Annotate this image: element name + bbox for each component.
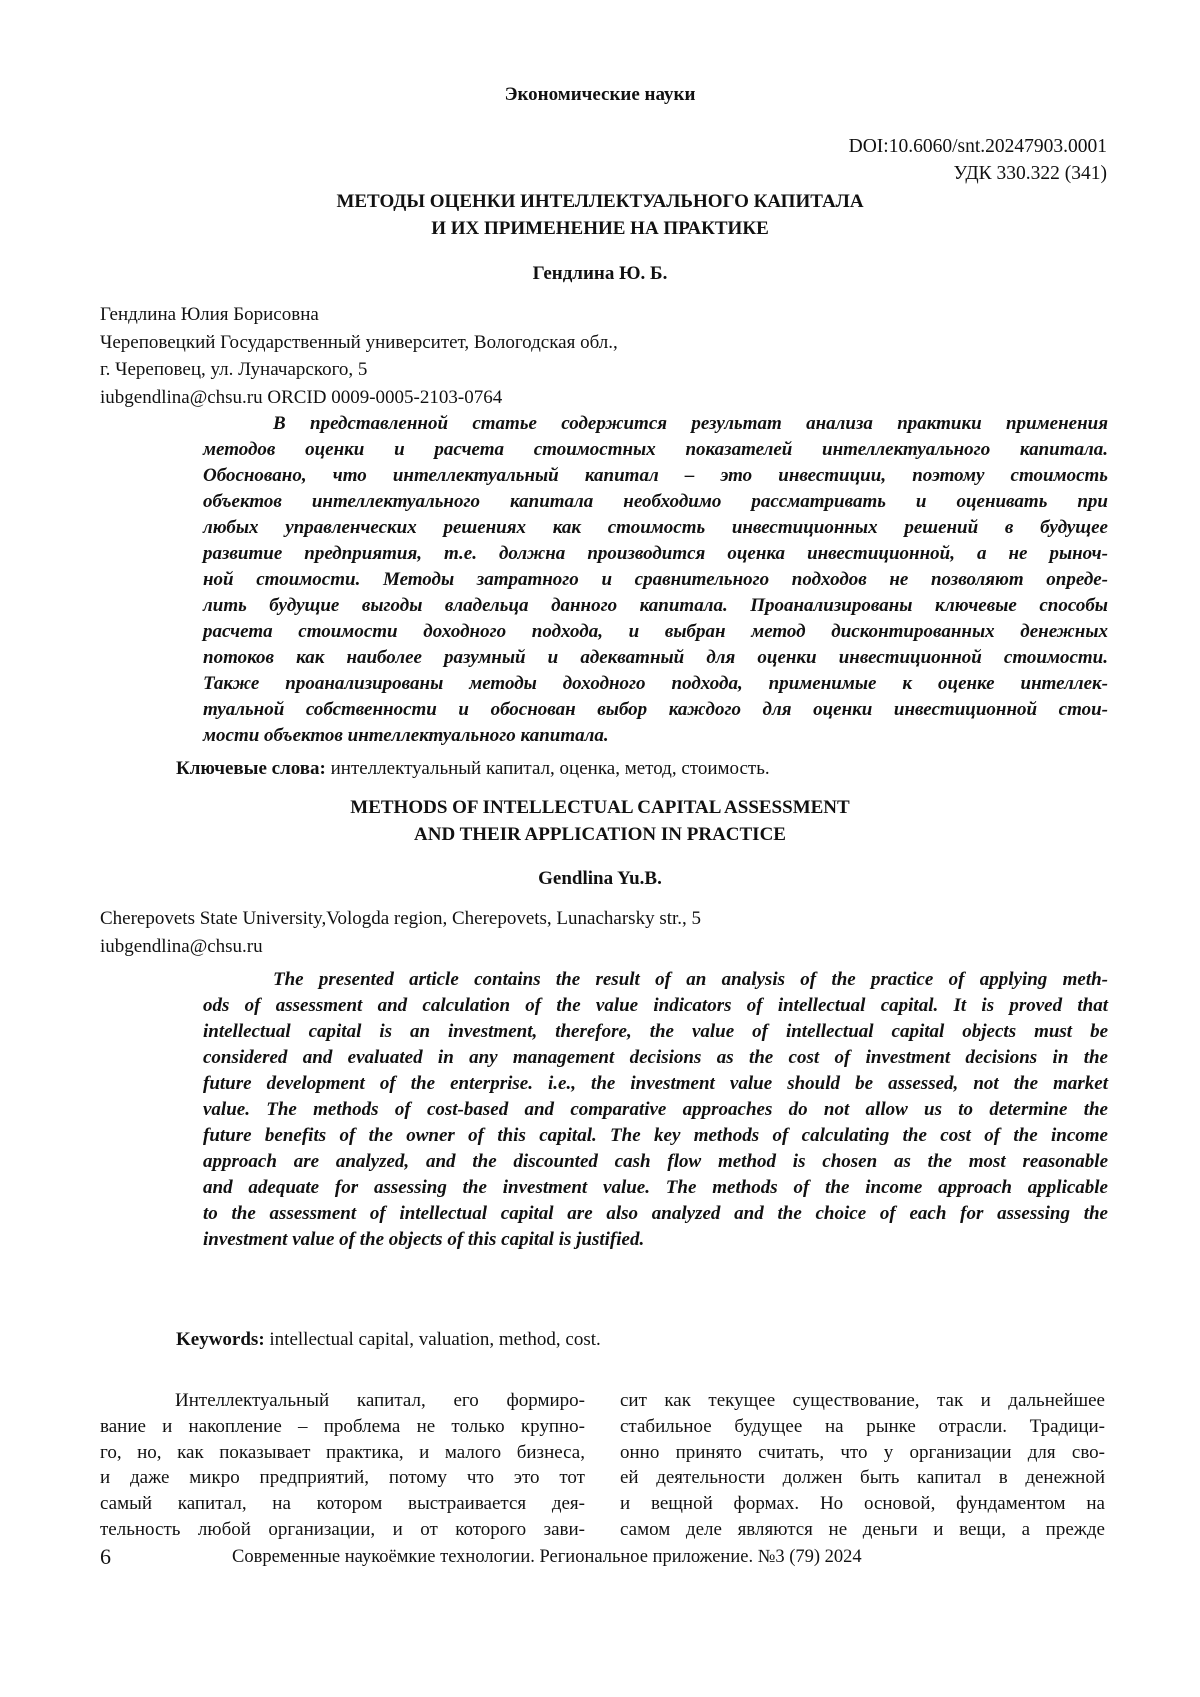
ru-abstract-line: В представленной статье содержится результат анализа практики применения — [273, 413, 1108, 434]
ru-affiliation — [100, 301, 618, 411]
body-column-right — [620, 1388, 1105, 1543]
en-abstract-line: ods of assessment and calculation of the value indicators of intellectual capital. It is proved that — [203, 995, 1108, 1016]
body-line: и вещной формах. Но основой, фундаментом на — [620, 1493, 1105, 1515]
body-line: го, но, как показывает практика, и малого бизнеса, — [100, 1441, 585, 1463]
doi: DOI:10.6060/snt.20247903.0001 — [848, 136, 1107, 157]
identifiers-block — [849, 133, 1107, 187]
ru-abstract-line: развитие предприятия, т.е. должна производится оценка инвестиционной, а не рыноч- — [203, 543, 1108, 564]
ru-keywords-label: Ключевые слова: — [176, 758, 326, 779]
en-affiliation-university: Cherepovets State University,Vologda region, Cherepovets, Lunacharsky str., 5 — [100, 908, 702, 929]
body-line: самом деле являются не деньги и вещи, а прежде — [620, 1518, 1105, 1540]
ru-title — [0, 188, 1200, 242]
body-line: самый капитал, на котором выстраивается дея- — [100, 1493, 585, 1515]
section-heading: Экономические науки — [504, 84, 696, 105]
ru-title-line-1: МЕТОДЫ ОЦЕНКИ ИНТЕЛЛЕКТУАЛЬНОГО КАПИТАЛА — [336, 191, 864, 212]
body-line: стабильное будущее на рынке отрасли. Традици- — [620, 1415, 1105, 1437]
ru-affiliation-university: Череповецкий Государственный университет, Вологодская обл., — [100, 331, 618, 353]
en-abstract-line: intellectual capital is an investment, therefore, the value of intellectual capital objects must be — [203, 1021, 1108, 1042]
en-abstract-line: to the assessment of intellectual capital are also analyzed and the choice of each for assessing the — [203, 1203, 1108, 1224]
ru-abstract-line: мости объектов интеллектуального капитала. — [203, 725, 609, 746]
ru-affiliation-address: г. Череповец, ул. Луначарского, 5 — [100, 359, 368, 380]
en-title — [0, 794, 1200, 848]
body-line: онно принято считать, что у организации для сво- — [620, 1441, 1105, 1463]
ru-abstract-line: расчета стоимости доходного подхода, и выбран метод дисконтированных денежных — [203, 621, 1108, 642]
en-keywords-text: intellectual capital, valuation, method, cost. — [264, 1329, 601, 1350]
page-number: 6 — [100, 1544, 111, 1569]
en-abstract-line: future benefits of the owner of this capital. The key methods of calculating the cost of the income — [203, 1125, 1108, 1146]
ru-affiliation-contact: iubgendlina@chsu.ru ORCID 0009-0005-2103-0764 — [100, 386, 503, 408]
ru-abstract-line: методов оценки и расчета стоимостных показателей интеллектуального капитала. — [203, 439, 1108, 460]
en-affiliation-contact: iubgendlina@chsu.ru — [100, 935, 263, 957]
en-abstract-line: future development of the enterprise. i.e., the investment value should be assessed, not the market — [203, 1073, 1108, 1094]
ru-abstract-line: любых управленческих решениях как стоимость инвестиционных решений в будущее — [203, 517, 1108, 538]
body-line: и даже микро предприятий, потому что это тот — [100, 1467, 585, 1489]
ru-abstract-line: объектов интеллектуального капитала необходимо рассматривать и оценивать при — [203, 491, 1108, 512]
ru-keywords — [176, 758, 770, 780]
en-author: Gendlina Yu.B. — [538, 868, 662, 889]
en-affiliation — [100, 905, 701, 960]
en-title-line-1: METHODS OF INTELLECTUAL CAPITAL ASSESSMENT — [350, 797, 850, 818]
journal-footer: Современные наукоёмкие технологии. Региональное приложение. №3 (79) 2024 — [232, 1547, 862, 1567]
udc: УДК 330.322 (341) — [953, 163, 1107, 184]
ru-abstract-line: Также проанализированы методы доходного подхода, применимые к оценке интеллек- — [203, 673, 1108, 694]
body-line: ей деятельности должен быть капитал в денежной — [620, 1467, 1105, 1489]
body-line: вание и накопление – проблема не только крупно- — [100, 1415, 585, 1437]
ru-affiliation-name: Гендлина Юлия Борисовна — [100, 304, 319, 325]
body-line: сит как текущее существование, так и дальнейшее — [620, 1390, 1105, 1411]
en-abstract-line: approach are analyzed, and the discounted cash flow method is chosen as the most reasonable — [203, 1151, 1108, 1172]
ru-author: Гендлина Ю. Б. — [532, 263, 668, 284]
en-abstract-line: considered and evaluated in any management decisions as the cost of investment decisions in the — [203, 1047, 1108, 1068]
en-title-line-2: AND THEIR APPLICATION IN PRACTICE — [414, 824, 786, 845]
ru-abstract-line: лить будущие выгоды владельца данного капитала. Проанализированы ключевые способы — [203, 595, 1108, 616]
en-abstract-line: and adequate for assessing the investment value. The methods of the income approach applicable — [203, 1177, 1108, 1198]
en-abstract-line: investment value of the objects of this capital is justified. — [203, 1229, 645, 1250]
body-line: Интеллектуальный капитал, его формиро- — [175, 1390, 585, 1411]
en-abstract — [203, 967, 1108, 1253]
body-line: тельность любой организации, и от которого зави- — [100, 1518, 585, 1540]
en-keywords-label: Keywords: — [176, 1329, 265, 1350]
ru-abstract — [203, 411, 1108, 749]
ru-abstract-line: потоков как наиболее разумный и адекватный для оценки инвестиционной стоимости. — [203, 647, 1108, 668]
en-abstract-line: The presented article contains the result of an analysis of the practice of applying meth- — [273, 969, 1108, 990]
en-abstract-line: value. The methods of cost-based and comparative approaches do not allow us to determine the — [203, 1099, 1108, 1120]
ru-abstract-line: Обосновано, что интеллектуальный капитал – это инвестиции, поэтому стоимость — [203, 465, 1108, 486]
body-column-left — [100, 1388, 585, 1543]
ru-abstract-line: туальной собственности и обоснован выбор каждого для оценки инвестиционной стои- — [203, 699, 1108, 720]
en-keywords — [176, 1329, 601, 1351]
ru-title-line-2: И ИХ ПРИМЕНЕНИЕ НА ПРАКТИКЕ — [431, 218, 769, 239]
ru-keywords-text: интеллектуальный капитал, оценка, метод, стоимость. — [325, 758, 770, 779]
ru-abstract-line: ной стоимости. Методы затратного и сравнительного подходов не позволяют опреде- — [203, 569, 1108, 590]
